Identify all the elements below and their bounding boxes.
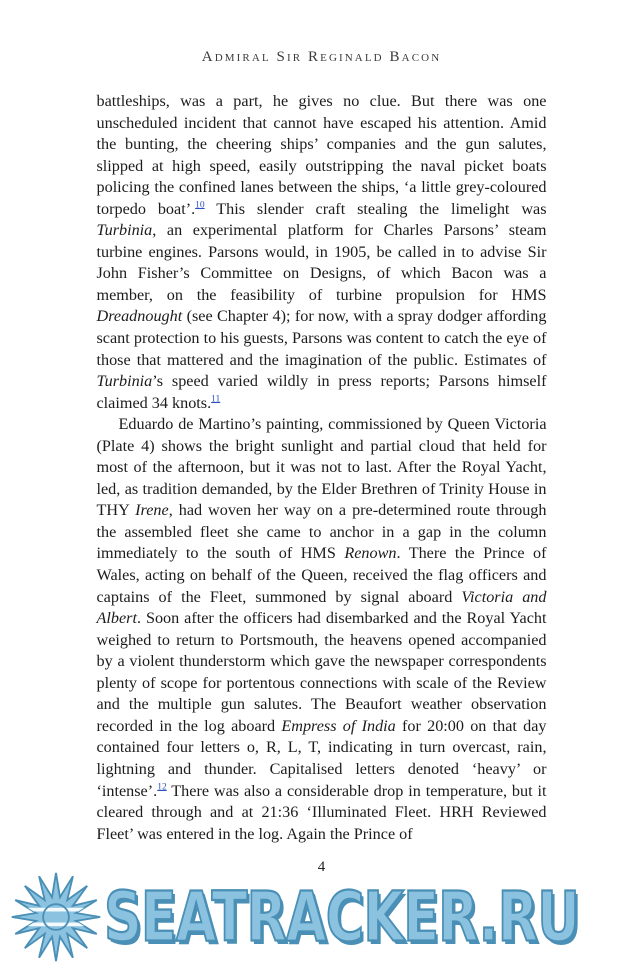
footnote-reference[interactable]: 12 <box>157 782 167 793</box>
body-text: . There the Prince of Wales, acting on behalf of the Queen, received the flag officers and captains of the Fleet, summoned by signal aboard <box>96 544 547 606</box>
watermark <box>10 869 637 965</box>
italic-text: Turbinia <box>96 372 153 391</box>
body-text: , an experimental platform for Charles Parsons’ steam turbine engines. Parsons would, in 1905, be called in to advise Sir John Fisher’s Committee on Designs, of which Bacon was a member, on the feasibility of turbine propulsion for HMS <box>96 221 547 304</box>
text-block <box>97 91 547 845</box>
body-text: Eduardo de Martino’s painting, commissioned by Queen Victoria (Plate 4) shows the bright sunlight and partial cloud that held for most of the afternoon, but it was not to last. After the Royal Yacht, led, as tradition demanded, by the Elder Brethren of Trinity House in THY <box>96 415 547 520</box>
sunburst-star-shape <box>12 873 100 961</box>
body-text: (see Chapter 4); for now, with a spray dodger affording scant protection to his guests, Parsons was content to catch the eye of those that mattered and the imagination of the public. Estimates of <box>96 307 547 369</box>
body-text: There was also a considerable drop in temperature, but it cleared through and at 21:36 ‘Illuminated Fleet. HRH Reviewed Fleet’ was entered in the log. Again the Prince of <box>96 781 547 843</box>
sunburst-icon <box>10 871 102 963</box>
body-text: . Soon after the officers had disembarked and the Royal Yacht weighed to return to Portsmouth, the heavens opened accompanied by a violent thunderstorm which gave the newspaper correspondents plenty of scope for portentous connections with scale of the Review and the multiple gun salutes. The Beaufort weather observation recorded in the log aboard <box>96 609 547 735</box>
paragraph <box>97 414 547 845</box>
body-text: battleships, was a part, he gives no clue. But there was one unscheduled incident that cannot have escaped his attention. Amid the bunting, the cheering ships’ companies and the gun salutes, slipped at high speed, easily outstripping the naval picket boats policing the confined lanes between the ships, ‘a little grey-coloured torpedo boat’. <box>96 92 547 218</box>
watermark-text: SEATRACKER.RU <box>104 877 580 957</box>
body-text: , had woven her way on a pre-determined route through the assembled fleet she came to anchor in a gap in the column immediately to the south of HMS <box>96 501 547 563</box>
italic-text: Renown <box>344 544 397 563</box>
italic-text: Empress of India <box>281 716 396 735</box>
body-text: for 20:00 on that day contained four letters o, R, L, T, indicating in turn overcast, rain, lightning and thunder. Capitalised letters denoted ‘heavy’ or ‘intense’. <box>96 716 547 800</box>
italic-text: Irene <box>135 501 169 520</box>
italic-text: Dreadnought <box>96 307 183 326</box>
footnote-reference[interactable]: 11 <box>211 394 221 405</box>
paragraph <box>97 91 547 414</box>
body-text: This slender craft stealing the limelight was <box>204 199 547 218</box>
footnote-reference[interactable]: 10 <box>195 200 205 211</box>
italic-text: Turbinia <box>96 221 153 240</box>
page-number: 4 <box>317 859 326 876</box>
italic-text: Victoria and Albert <box>96 587 547 628</box>
running-header: Admiral Sir Reginald Bacon <box>201 49 442 65</box>
body-text: ’s speed varied wildly in press reports; Parsons himself claimed 34 knots. <box>96 372 547 412</box>
